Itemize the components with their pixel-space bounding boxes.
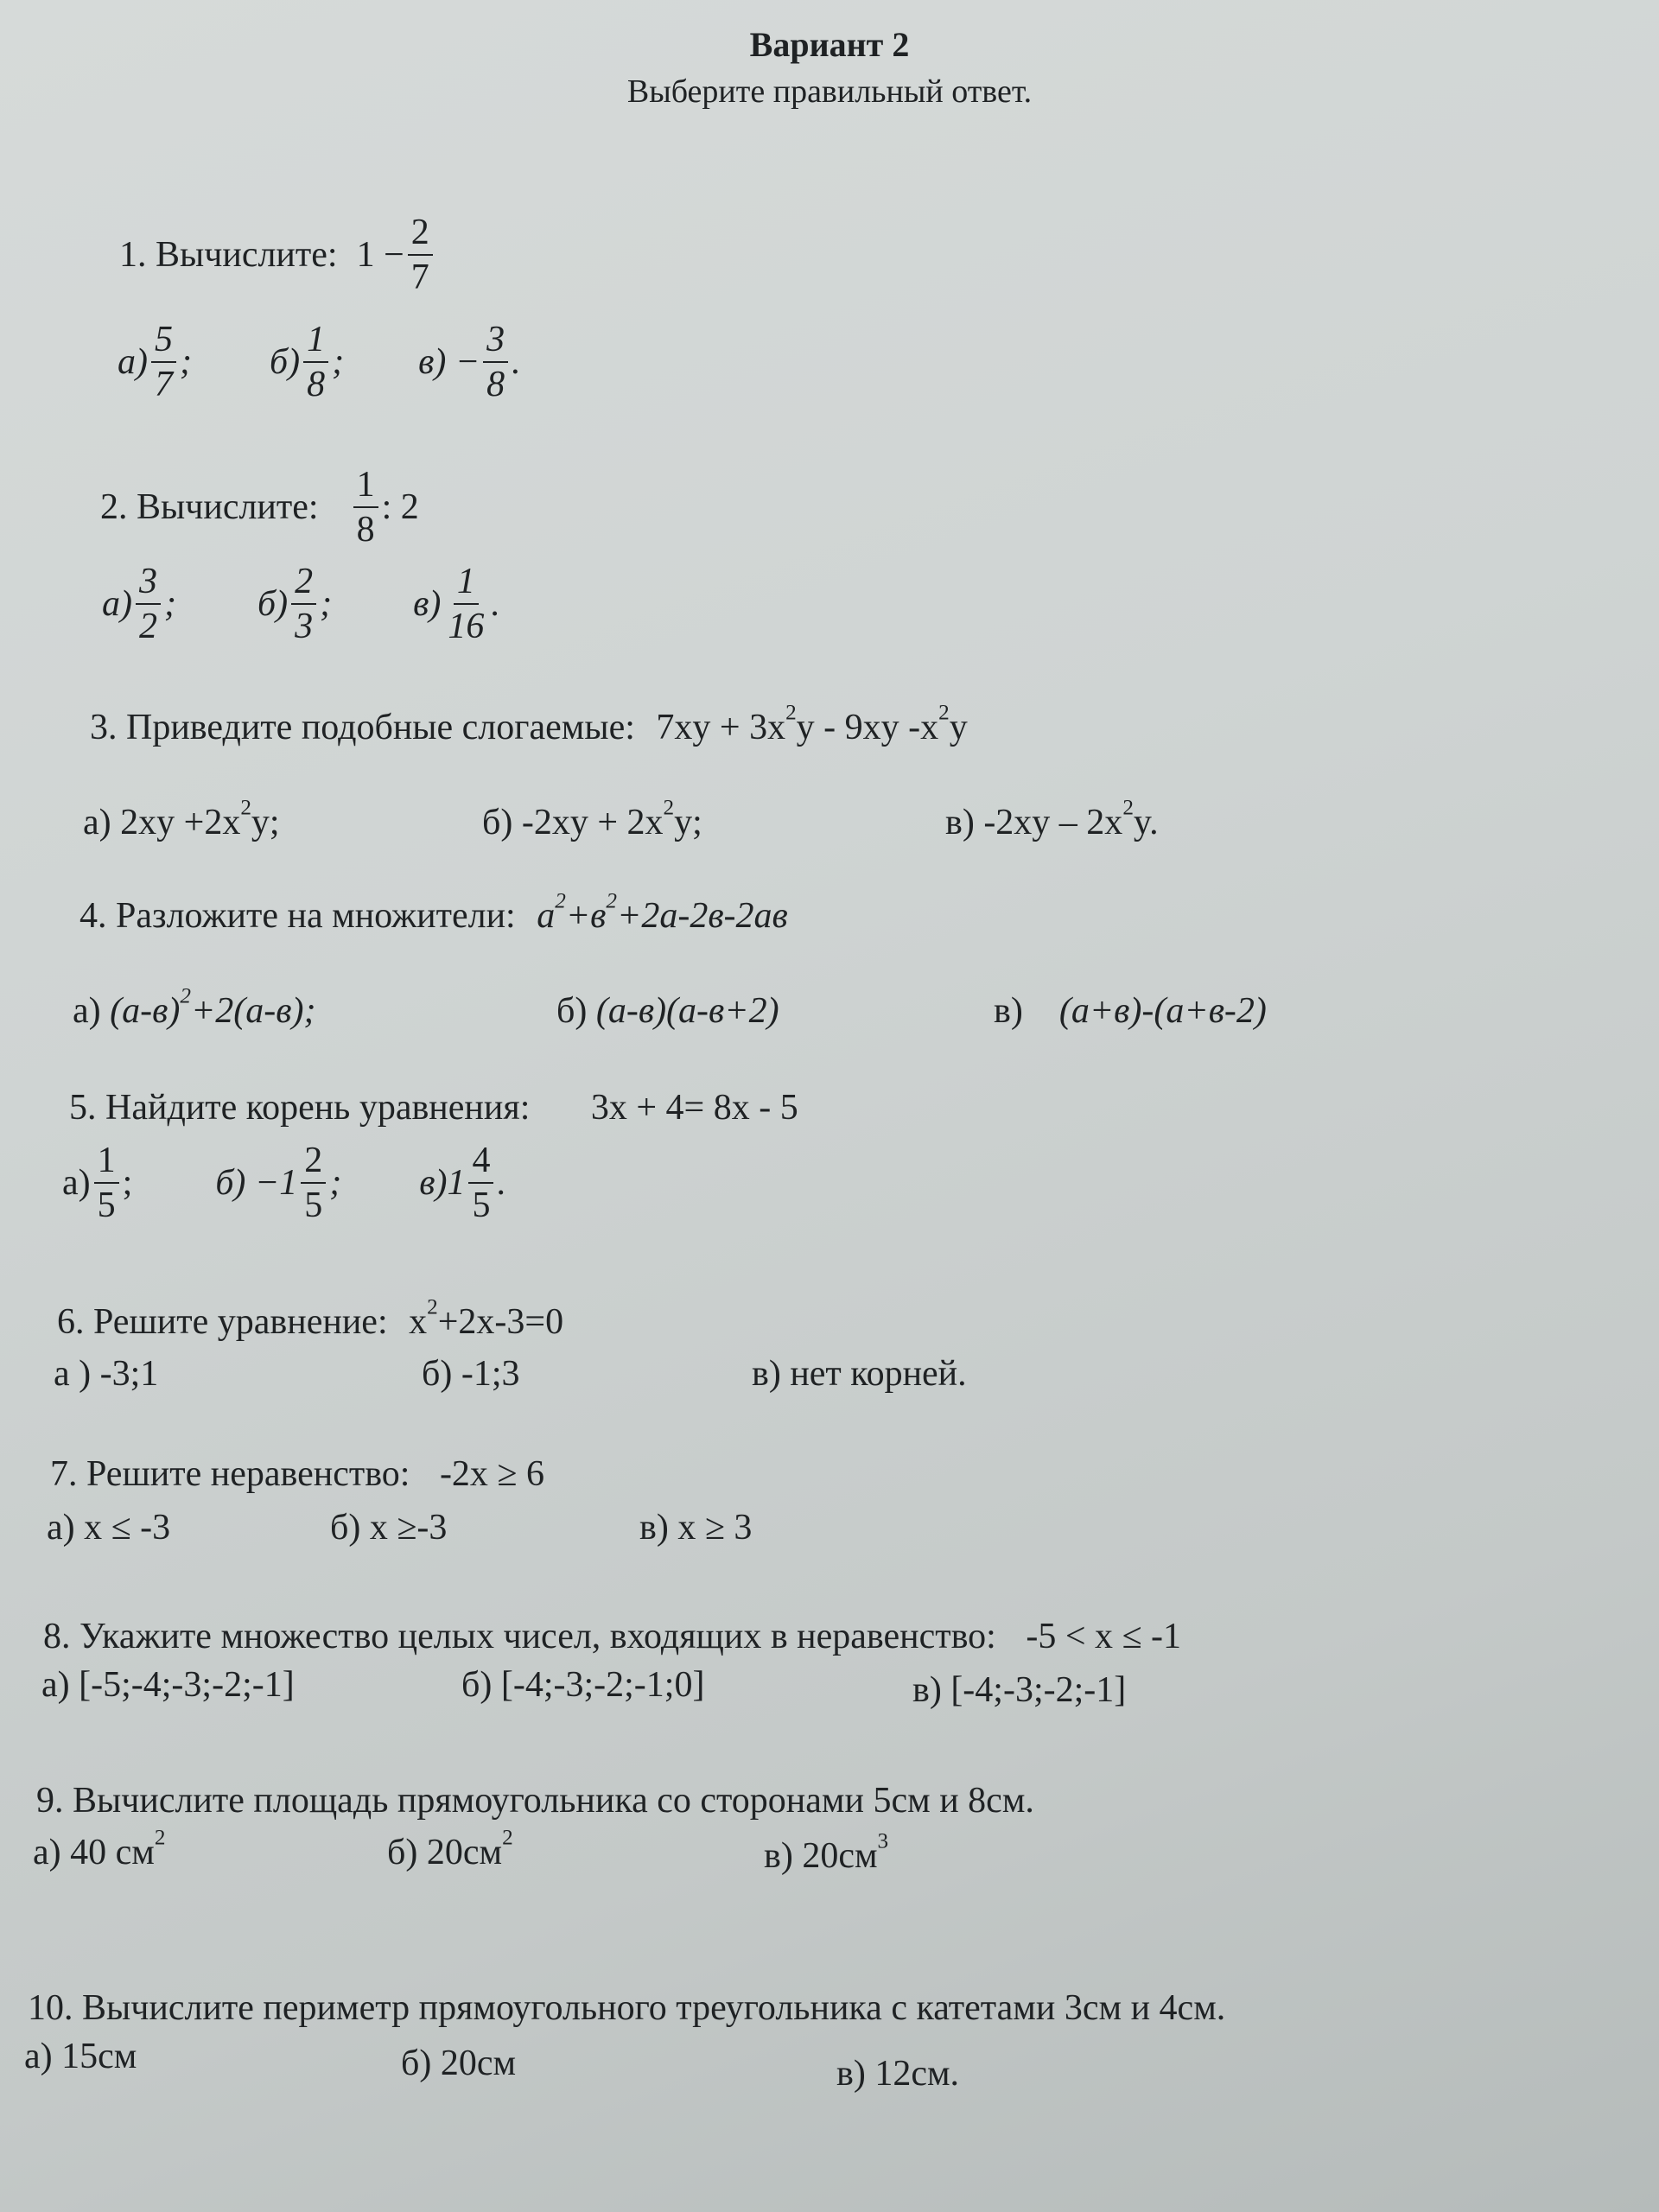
expr-part: (a-в)	[110, 991, 181, 1031]
option-label: а)	[102, 584, 132, 624]
exponent: 3	[877, 1829, 889, 1853]
question-6-option-a[interactable]: а ) -3;1	[54, 1354, 159, 1394]
option-a[interactable]	[102, 563, 176, 645]
exponent: 2	[663, 796, 675, 820]
denominator: 8	[356, 510, 375, 550]
question-4-option-c[interactable]	[994, 990, 1267, 1032]
option-text: y.	[1133, 803, 1159, 842]
option-label: а)	[73, 991, 101, 1031]
option-text: а) 40 см	[33, 1833, 155, 1872]
option-label: а)	[118, 342, 148, 382]
question-9: 9. Вычислите площадь прямоугольника со сторонами 5см и 8см.	[36, 1781, 1034, 1821]
option-text: в) 20см	[764, 1836, 878, 1876]
fraction	[301, 1142, 326, 1224]
option-label: б)	[270, 342, 301, 382]
expr-part: 7xy + 3x	[656, 708, 786, 747]
option-b[interactable]	[215, 1142, 341, 1224]
option-c[interactable]	[413, 563, 500, 645]
question-8-inequality: -5 < x ≤ -1	[1026, 1617, 1182, 1656]
fraction	[444, 563, 487, 645]
expr-part: a	[537, 896, 556, 936]
option-label: в)	[994, 991, 1023, 1031]
question-10-option-b[interactable]: б) 20см	[401, 2044, 517, 2083]
option-expression: (a-в)(a-в+2)	[595, 991, 779, 1031]
question-6-option-b[interactable]: б) -1;3	[422, 1354, 520, 1394]
separator: .	[497, 1163, 506, 1203]
option-expression: (a+в)-(a+в-2)	[1058, 991, 1267, 1031]
exponent: 2	[180, 984, 191, 1008]
denominator: 2	[139, 607, 157, 646]
option-text: в) -2xy – 2x	[945, 803, 1123, 842]
expr-part: +2x-3=0	[437, 1302, 564, 1342]
denominator: 7	[155, 365, 173, 404]
question-9-option-a[interactable]	[33, 1826, 166, 1873]
question-7-inequality: -2x ≥ 6	[439, 1454, 544, 1494]
question-1	[119, 214, 436, 296]
question-7-label: 7. Решите неравенство:	[50, 1454, 410, 1494]
numerator: 4	[468, 1142, 493, 1184]
denominator: 8	[486, 365, 505, 404]
question-5-label: 5. Найдите корень уравнения:	[69, 1088, 531, 1128]
question-1-fraction	[408, 214, 433, 296]
fraction	[303, 321, 328, 403]
expr-part: x	[409, 1302, 428, 1342]
question-3-option-a[interactable]	[83, 796, 280, 843]
fraction	[468, 1142, 493, 1224]
exponent: 2	[938, 701, 950, 725]
question-8-option-a[interactable]: а) [-5;-4;-3;-2;-1]	[41, 1665, 295, 1705]
question-5-equation: 3x + 4= 8x - 5	[590, 1088, 798, 1128]
question-6-option-c[interactable]: в) нет корней.	[752, 1354, 967, 1394]
question-3-option-b[interactable]	[482, 796, 702, 843]
separator: .	[512, 342, 521, 382]
question-7-option-a[interactable]: а) x ≤ -3	[47, 1508, 171, 1548]
question-3-expression	[656, 701, 968, 747]
expr-part: +в	[565, 896, 607, 936]
exponent: 2	[240, 796, 251, 820]
question-10-option-c[interactable]: в) 12см.	[836, 2054, 960, 2094]
question-1-label: 1. Вычислите:	[119, 235, 338, 275]
question-2-options	[102, 563, 500, 645]
separator: ;	[332, 342, 345, 382]
option-b[interactable]	[257, 563, 332, 645]
numerator: 1	[353, 467, 378, 508]
question-8-label: 8. Укажите множество целых чисел, входящих в неравенство:	[43, 1617, 996, 1656]
option-a[interactable]	[118, 321, 192, 403]
numerator: 1	[454, 563, 479, 605]
question-3-label: 3. Приведите подобные слогаемые:	[90, 708, 635, 747]
question-4-option-b[interactable]	[556, 990, 779, 1032]
denominator: 7	[410, 257, 429, 297]
option-b[interactable]	[270, 321, 344, 403]
question-5-options	[62, 1142, 506, 1224]
question-4-expression	[537, 889, 788, 936]
question-4	[79, 889, 788, 937]
option-label: б)	[556, 991, 588, 1031]
option-label: в) −	[418, 342, 480, 382]
exponent: 2	[606, 889, 617, 913]
question-4-option-a[interactable]	[73, 984, 316, 1032]
option-label: а)	[62, 1163, 91, 1203]
question-7	[50, 1453, 544, 1495]
option-label: б) −1	[215, 1163, 298, 1203]
exponent: 2	[502, 1826, 513, 1850]
denominator: 5	[472, 1185, 491, 1225]
denominator: 16	[448, 607, 485, 646]
question-2	[100, 467, 419, 548]
separator: ;	[122, 1163, 133, 1203]
numerator: 3	[483, 321, 508, 363]
option-text: а) 2xy +2x	[83, 803, 241, 842]
question-10-option-a[interactable]: а) 15см	[24, 2037, 137, 2076]
question-3-option-c[interactable]	[945, 796, 1159, 843]
question-8-option-c[interactable]: в) [-4;-3;-2;-1]	[912, 1670, 1127, 1710]
variant-title: Вариант 2	[749, 25, 910, 64]
option-a[interactable]	[62, 1142, 132, 1224]
numerator: 2	[291, 563, 316, 605]
question-9-option-c[interactable]	[764, 1829, 889, 1877]
numerator: 5	[151, 321, 176, 363]
numerator: 3	[136, 563, 161, 605]
separator: ;	[180, 342, 192, 382]
separator: ;	[329, 1163, 342, 1203]
separator: ;	[164, 584, 176, 624]
numerator: 2	[301, 1142, 326, 1184]
question-7-option-c[interactable]: в) x ≥ 3	[639, 1508, 753, 1548]
expr-part: +2a-2в-2aв	[616, 896, 788, 936]
option-label: б)	[257, 584, 289, 624]
expr-part: y	[949, 708, 968, 747]
fraction	[291, 563, 316, 645]
fraction	[136, 563, 161, 645]
option-text: б) -2xy + 2x	[482, 803, 664, 842]
question-3	[90, 701, 968, 748]
question-6	[57, 1295, 564, 1343]
exponent: 2	[154, 1826, 166, 1850]
option-expression	[110, 984, 316, 1031]
option-label: в)1	[419, 1163, 466, 1203]
expr-part: y - 9xy -x	[796, 708, 939, 747]
denominator: 5	[304, 1185, 323, 1225]
question-5	[69, 1087, 798, 1128]
instruction-subtitle: Выберите правильный ответ.	[626, 73, 1033, 110]
option-text: б) 20см	[387, 1833, 503, 1872]
fraction	[483, 321, 508, 403]
fraction	[151, 321, 176, 403]
exponent: 2	[555, 889, 566, 913]
exponent: 2	[785, 701, 797, 725]
question-6-equation	[409, 1295, 564, 1342]
question-1-options	[118, 321, 521, 403]
question-10: 10. Вычислите периметр прямоугольного треугольника с катетами 3см и 4см.	[28, 1988, 1226, 2028]
numerator: 1	[94, 1142, 119, 1184]
question-6-label: 6. Решите уравнение:	[57, 1302, 388, 1342]
option-c[interactable]	[418, 321, 521, 403]
question-8-option-b[interactable]: б) [-4;-3;-2;-1;0]	[461, 1665, 705, 1705]
expr-part: +2(a-в);	[190, 991, 316, 1031]
question-8	[43, 1616, 1181, 1657]
denominator: 3	[295, 607, 314, 646]
denominator: 5	[97, 1185, 116, 1225]
separator: .	[491, 584, 500, 624]
question-1-expr-lead: 1 −	[356, 235, 404, 275]
denominator: 8	[307, 365, 326, 404]
numerator: 1	[303, 321, 328, 363]
fraction	[94, 1142, 119, 1224]
option-c[interactable]	[419, 1142, 506, 1224]
option-label: в)	[413, 584, 442, 624]
question-9-option-b[interactable]	[387, 1826, 513, 1873]
exponent: 2	[427, 1295, 438, 1319]
exponent: 2	[1122, 796, 1134, 820]
question-2-label: 2. Вычислите:	[100, 487, 319, 527]
option-text: y;	[674, 803, 702, 842]
question-4-label: 4. Разложите на множители:	[79, 896, 516, 936]
question-7-option-b[interactable]: б) x ≥-3	[330, 1508, 448, 1548]
option-text: y;	[251, 803, 280, 842]
separator: ;	[320, 584, 333, 624]
numerator: 2	[408, 214, 433, 256]
question-2-fraction	[353, 467, 378, 548]
question-2-divisor: : 2	[381, 487, 419, 527]
